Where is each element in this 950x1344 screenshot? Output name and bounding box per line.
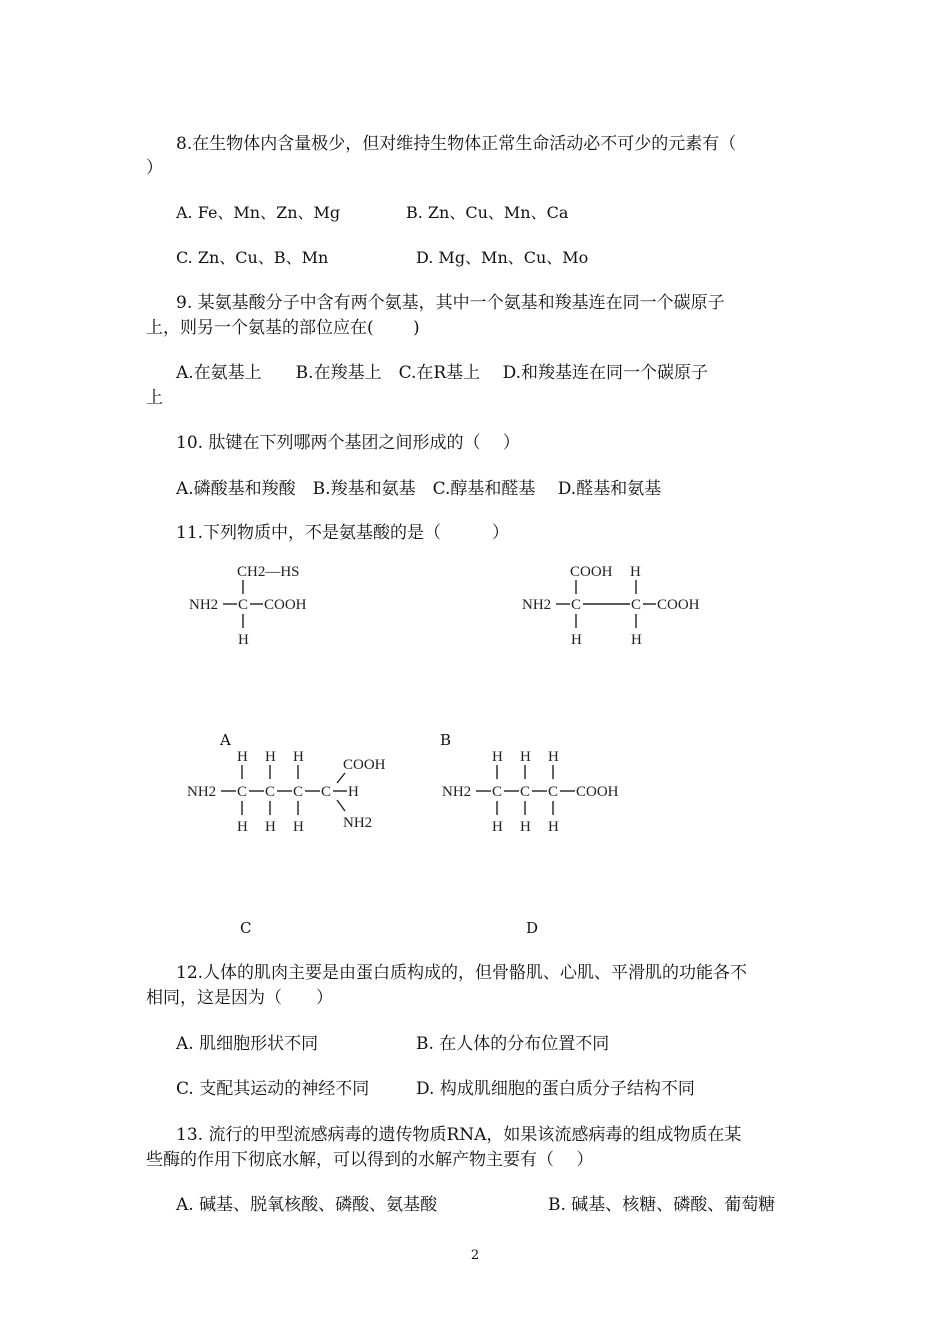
q8-option-b: B. Zn、Cu、Mn、Ca xyxy=(406,203,569,222)
q13-option-b: B. 碱基、核糖、磷酸、葡萄糖 xyxy=(548,1195,776,1215)
s3-h-top-3: H xyxy=(293,749,304,765)
q12-option-a: A. 肌细胞形状不同 xyxy=(176,1034,319,1054)
s4-left: NH2 xyxy=(442,784,472,800)
q9-stem-line2: 上，则另一个氨基的部位应在( ) xyxy=(146,318,420,338)
q13-stem-line1: 13. 流行的甲型流感病毒的遗传物质RNA，如果该流感病毒的组成物质在某 xyxy=(176,1125,742,1145)
s3-h-top-1: H xyxy=(237,749,248,765)
s3-c1: C xyxy=(237,784,248,800)
s3-right-bottom: NH2 xyxy=(343,815,373,831)
s4-c1: C xyxy=(492,784,503,800)
structure-2 xyxy=(518,560,718,650)
s3-right-h: H xyxy=(348,784,359,800)
s1-right: COOH xyxy=(264,597,307,613)
s2-c2-top: H xyxy=(630,564,641,580)
s3-c2: C xyxy=(265,784,276,800)
q13-option-a: A. 碱基、脱氧核酸、磷酸、氨基酸 xyxy=(176,1195,438,1215)
q9-stem-line1: 9. 某氨基酸分子中含有两个氨基，其中一个氨基和羧基连在同一个碳原子 xyxy=(176,293,725,313)
s3-left: NH2 xyxy=(187,784,217,800)
s3-c3: C xyxy=(293,784,304,800)
s4-h-top-2: H xyxy=(520,749,531,765)
label-d: D xyxy=(526,919,539,937)
q8-stem-line2: ） xyxy=(146,158,163,178)
label-b: B xyxy=(440,731,452,749)
s3-h-bottom-1: H xyxy=(237,819,248,835)
s2-c1-top: COOH xyxy=(570,564,613,580)
q10-options: A.磷酸基和羧酸 B.羧基和氨基 C.醇基和醛基 D.醛基和氨基 xyxy=(176,479,662,499)
structure-3 xyxy=(185,745,405,840)
structure-1 xyxy=(185,560,325,650)
q12-stem-line1: 12.人体的肌肉主要是由蛋白质构成的，但骨骼肌、心肌、平滑肌的功能各不 xyxy=(176,963,748,983)
s4-h-top-1: H xyxy=(492,749,503,765)
q9-options-line1: A.在氨基上 B.在羧基上 C.在R基上 D.和羧基连在同一个碳原子 xyxy=(176,363,709,383)
s2-c1-bottom: H xyxy=(571,632,582,648)
q8-option-c: C. Zn、Cu、B、Mn xyxy=(176,248,329,267)
structure-4 xyxy=(440,745,650,840)
label-c: C xyxy=(240,919,252,937)
s2-right: COOH xyxy=(657,597,700,613)
s2-c2-bottom: H xyxy=(631,632,642,648)
s2-left: NH2 xyxy=(522,597,552,613)
s1-center: C xyxy=(238,597,249,613)
label-a: A xyxy=(220,731,231,749)
q12-stem-line2: 相同，这是因为（ ） xyxy=(146,988,333,1008)
s3-h-top-2: H xyxy=(265,749,276,765)
s2-c2: C xyxy=(631,597,642,613)
s3-right-top: COOH xyxy=(343,757,386,773)
q8-option-d: D. Mg、Mn、Cu、Mo xyxy=(416,248,589,267)
q10-stem: 10. 肽键在下列哪两个基团之间形成的（ ） xyxy=(176,433,520,453)
q9-options-line2: 上 xyxy=(146,388,163,408)
q12-option-b: B. 在人体的分布位置不同 xyxy=(416,1034,610,1054)
s4-h-bottom-3: H xyxy=(548,819,559,835)
s2-c1: C xyxy=(571,597,582,613)
q8-option-a: A. Fe、Mn、Zn、Mg xyxy=(176,203,341,222)
q8-stem-line1: 8.在生物体内含量极少，但对维持生物体正常生命活动必不可少的元素有（ xyxy=(176,134,737,154)
s4-h-top-3: H xyxy=(548,749,559,765)
s3-c4: C xyxy=(321,784,332,800)
s4-c2: C xyxy=(520,784,531,800)
s4-right: COOH xyxy=(576,784,619,800)
q12-option-c: C. 支配其运动的神经不同 xyxy=(176,1079,370,1099)
s3-h-bottom-2: H xyxy=(265,819,276,835)
q12-option-d: D. 构成肌细胞的蛋白质分子结构不同 xyxy=(416,1079,695,1099)
q11-stem: 11.下列物质中，不是氨基酸的是（ ） xyxy=(176,523,510,543)
s4-h-bottom-1: H xyxy=(492,819,503,835)
page-number: 2 xyxy=(470,1248,480,1263)
s1-left: NH2 xyxy=(189,597,219,613)
s3-h-bottom-3: H xyxy=(293,819,304,835)
s1-top: CH2—HS xyxy=(237,564,300,580)
q13-stem-line2: 些酶的作用下彻底水解，可以得到的水解产物主要有（ ） xyxy=(146,1150,594,1170)
s4-c3: C xyxy=(548,784,559,800)
s4-h-bottom-2: H xyxy=(520,819,531,835)
s1-bottom: H xyxy=(238,632,249,648)
